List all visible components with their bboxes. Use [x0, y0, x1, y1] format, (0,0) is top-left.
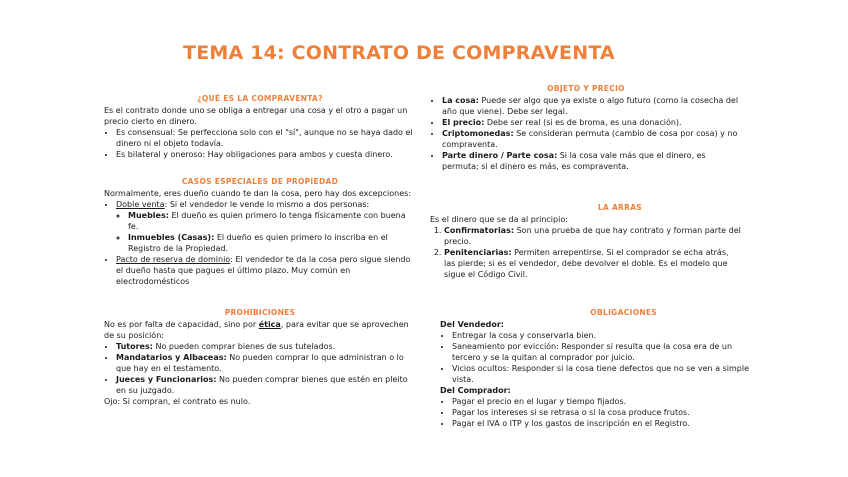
term: Mandatarios y Albaceas:	[116, 353, 227, 362]
section-heading: LA ARRAS	[597, 203, 642, 212]
list-item: • Es bilateral y oneroso: Hay obligaciones para ambos y cuesta dinero.	[116, 149, 416, 160]
term: La cosa:	[442, 96, 479, 105]
text: No pueden comprar lo que administran o lo que hay en el testamento.	[116, 353, 404, 373]
section-heading: ¿QUÉ ES LA COMPRAVENTA?	[197, 94, 323, 103]
text: , para evitar que se aprovechen de su posición:	[104, 320, 409, 340]
list-item: • Es consensual: Se perfecciona solo con el "sí", aunque no se haya dado el dinero ni el objeto todavía.	[116, 127, 416, 149]
list-item: • Pagar el precio en el lugar y tiempo fijados.	[452, 396, 752, 407]
bullet-list	[104, 341, 416, 396]
term: ética	[258, 320, 281, 329]
text: El dueño es quien primero lo inscriba en el Registro de la Propiedad.	[128, 233, 388, 253]
page-title: TEMA 14: CONTRATO DE COMPRAVENTA	[183, 42, 615, 64]
subheading: Del Vendedor:	[440, 320, 504, 329]
list-item	[128, 232, 416, 254]
list-item	[444, 247, 742, 280]
section-heading: OBLIGACIONES	[590, 308, 657, 317]
list-item	[116, 374, 416, 396]
text: No es por falta de capacidad, sino por	[104, 320, 259, 329]
text: Si la cosa vale más que el dinero, es permuta; si el dinero es más, es compraventa.	[442, 151, 706, 171]
list-item	[116, 199, 416, 254]
text: Puede ser algo que ya existe o algo futuro (como la cosecha del año que viene). Debe ser legal.	[442, 96, 739, 116]
numbered-list	[430, 225, 742, 280]
list-item: • Saneamiento por evicción: Responder si resulta que la cosa era de un tercero y se la quitan al comprador por juicio.	[452, 341, 752, 363]
term: Parte dinero / Parte cosa:	[442, 151, 558, 160]
section-intro: Normalmente, eres dueño cuando te dan la cosa, pero hay dos excepciones:	[104, 189, 412, 198]
term: Doble venta	[116, 200, 165, 209]
section-arras	[430, 202, 742, 280]
section-compraventa	[104, 93, 416, 160]
section-heading: CASOS ESPECIALES DE PROPIEDAD	[181, 177, 339, 186]
list-item	[128, 210, 416, 232]
list-item	[442, 117, 742, 128]
text: : Si el vendedor le vende lo mismo a dos personas:	[164, 200, 370, 209]
section-heading: PROHIBICIONES	[224, 308, 296, 317]
list-item: • Vicios ocultos: Responder si la cosa tiene defectos que no se ven a simple vista.	[452, 363, 752, 385]
list-item: • Entregar la cosa y conservarla bien.	[452, 330, 752, 341]
text: No pueden comprar bienes que estén en pleito en su juzgado.	[116, 375, 408, 395]
term: Muebles:	[128, 211, 169, 220]
list-item: • Pagar el IVA o ITP y los gastos de inscripción en el Registro.	[452, 418, 752, 429]
list-item	[116, 341, 416, 352]
text: Permiten arrepentirse. Si el comprador se echa atrás, las pierde; si es el vendedor, debe devolver el doble. Es el modelo que sigue el Código Civil.	[444, 248, 729, 279]
term: Inmuebles (Casas):	[128, 233, 215, 242]
term: Tutores:	[116, 342, 153, 351]
bullet-list	[430, 330, 752, 385]
bullet-list	[104, 199, 416, 287]
term: Jueces y Funcionarios:	[116, 375, 217, 384]
list-item	[442, 150, 742, 172]
text: Se consideran permuta (cambio de cosa por cosa) y no compraventa.	[442, 129, 738, 149]
section-intro: Es el contrato donde uno se obliga a entregar una cosa y el otro a pagar un precio cierto en dinero.	[104, 106, 408, 126]
note: Ojo: Si compran, el contrato es nulo.	[104, 397, 251, 406]
list-item	[116, 254, 416, 287]
text: : El vendedor te da la cosa pero sigue siendo el dueño hasta que pagues el último plazo. Muy común en electrodomésticos	[116, 255, 411, 286]
list-item	[116, 352, 416, 374]
term: Confirmatorias:	[444, 226, 515, 235]
section-intro	[104, 319, 416, 341]
subheading: Del Comprador:	[440, 386, 511, 395]
list-item	[444, 225, 742, 247]
section-heading: OBJETO Y PRECIO	[547, 84, 625, 93]
text: Son una prueba de que hay contrato y forman parte del precio.	[444, 226, 741, 246]
list-item	[442, 128, 742, 150]
text: Debe ser real (si es de broma, es una donación).	[484, 118, 682, 127]
bullet-list	[430, 396, 752, 429]
section-objeto	[430, 83, 742, 172]
bullet-list	[104, 127, 416, 160]
text: No pueden comprar bienes de sus tutelados.	[152, 342, 336, 351]
term: El precio:	[442, 118, 485, 127]
term: Pacto de reserva de dominio	[116, 255, 231, 264]
section-especiales	[104, 176, 416, 287]
bullet-list	[430, 95, 742, 172]
sub-list	[116, 210, 416, 254]
section-obligaciones	[430, 307, 752, 429]
section-intro: Es el dinero que se da al principio:	[430, 215, 568, 224]
section-prohibiciones	[104, 307, 416, 407]
list-item	[442, 95, 742, 117]
term: Penitenciarias:	[444, 248, 512, 257]
list-item: • Pagar los intereses si se retrasa o si la cosa produce frutos.	[452, 407, 752, 418]
text: El dueño es quien primero lo tenga físicamente con buena fe.	[128, 211, 406, 231]
term: Criptomonedas:	[442, 129, 514, 138]
